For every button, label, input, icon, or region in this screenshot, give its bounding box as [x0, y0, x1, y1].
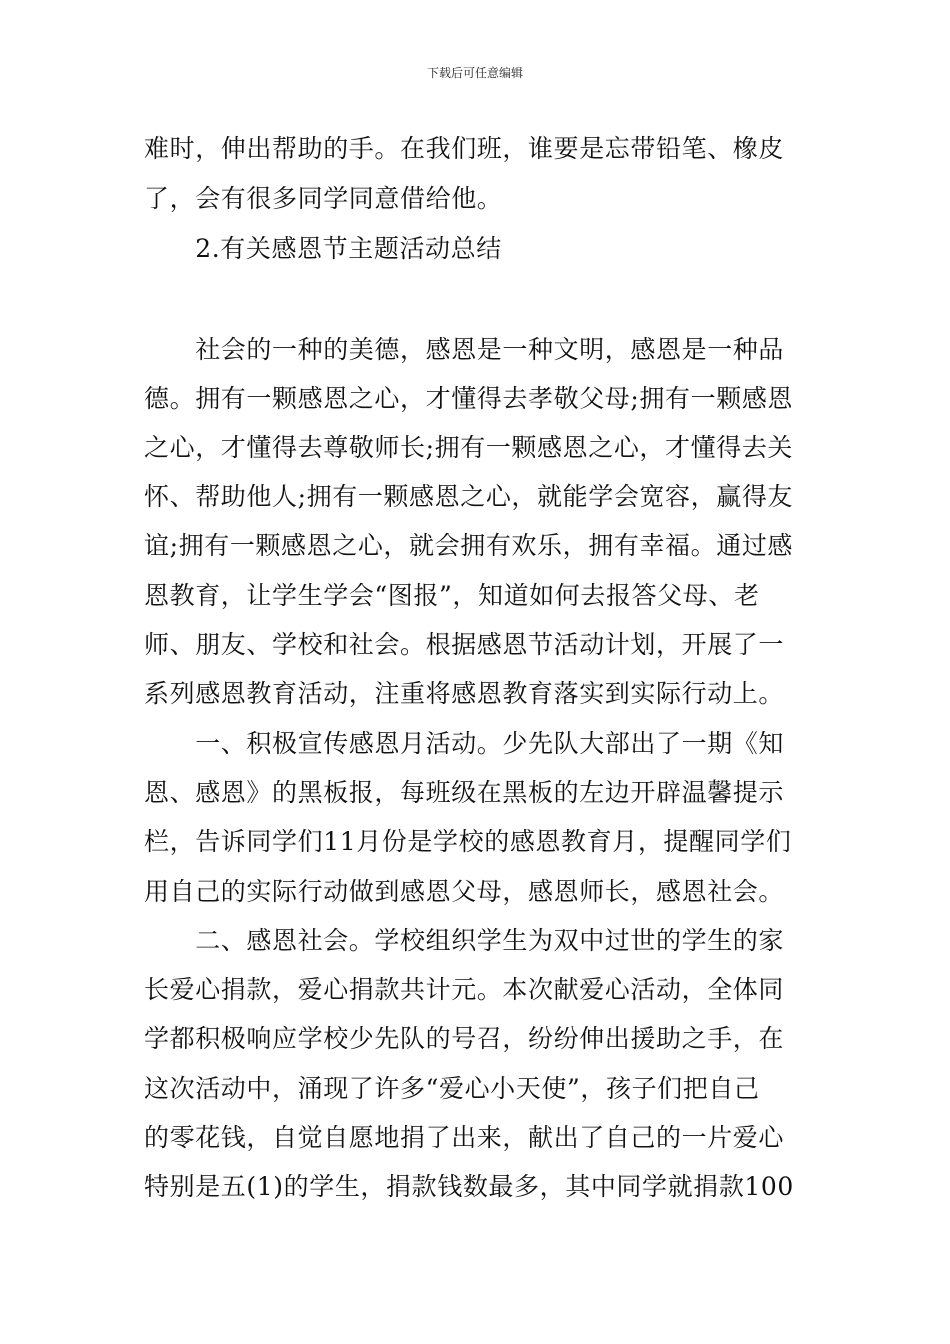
text-line: 怀、帮助他人;拥有一颗感恩之心，就能学会宽容，赢得友: [144, 482, 794, 511]
text-line: 社会的一种的美德，感恩是一种文明，感恩是一种品: [144, 335, 785, 364]
section-heading: 2.有关感恩节主题活动总结: [144, 234, 502, 263]
text-line: 一、积极宣传感恩月活动。少先队大部出了一期《知: [144, 729, 785, 758]
text-line: 的零花钱，自觉自愿地捐了出来，献出了自己的一片爱心: [144, 1123, 785, 1152]
text-line: 长爱心捐款，爱心捐款共计元。本次献爱心活动，全体同: [144, 975, 785, 1004]
text-line: 二、感恩社会。学校组织学生为双中过世的学生的家: [144, 926, 785, 955]
text-line: 恩教育，让学生学会“图报”，知道如何去报答父母、老: [144, 581, 760, 610]
page-header: 下载后可任意编辑: [426, 66, 523, 80]
text-line: 这次活动中，涌现了许多“爱心小天使”，孩子们把自己: [144, 1074, 760, 1103]
text-line: 栏，告诉同学们11月份是学校的感恩教育月，提醒同学们: [144, 827, 792, 856]
text-line: 德。拥有一颗感恩之心，才懂得去孝敬父母;拥有一颗感恩: [144, 384, 794, 413]
text-line: 特别是五(1)的学生，捐款钱数最多，其中同学就捐款100: [144, 1172, 794, 1201]
text-line: 系列感恩教育活动，注重将感恩教育落实到实际行动上。: [144, 679, 785, 708]
text-line: 学都积极响应学校少先队的号召，纷纷伸出援助之手，在: [144, 1024, 785, 1053]
text-line: 谊;拥有一颗感恩之心，就会拥有欢乐，拥有幸福。通过感: [144, 531, 794, 560]
text-line: 恩、感恩》的黑板报，每班级在黑板的左边开辟温馨提示: [144, 778, 785, 807]
text-line: 之心，才懂得去尊敬师长;拥有一颗感恩之心，才懂得去关: [144, 433, 794, 462]
text-line: 用自己的实际行动做到感恩父母，感恩师长，感恩社会。: [144, 877, 785, 906]
text-line: 师、朋友、学校和社会。根据感恩节活动计划，开展了一: [144, 630, 785, 659]
text-line: 难时，伸出帮助的手。在我们班，谁要是忘带铅笔、橡皮: [144, 134, 785, 163]
text-line: 了，会有很多同学同意借给他。: [144, 184, 503, 213]
